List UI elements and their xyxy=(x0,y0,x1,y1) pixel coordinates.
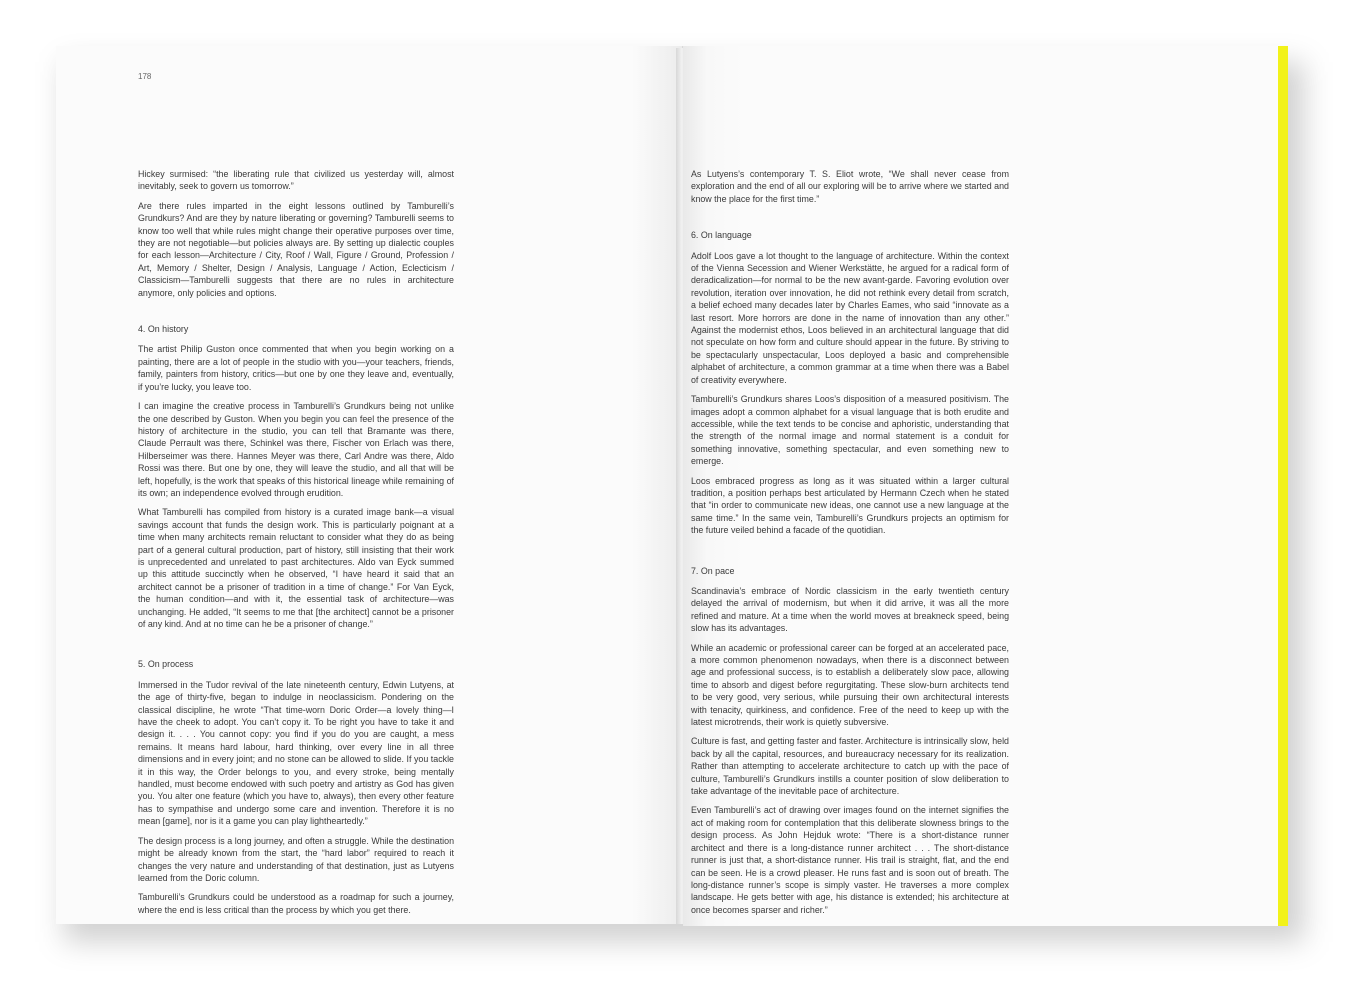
right-page-edge xyxy=(1278,46,1288,926)
left-page xyxy=(56,46,683,924)
paragraph: Loos embraced progress as long as it was situated within a larger cultural tradition, a position perhaps best articulated by Hermann Czech when he stated that “in order to communicate new ideas, one cannot use a new language at the same time.” In the same vein, Tamburelli’s Grundkurs projects an optimism for the future veiled behind a facade of the quotidian. xyxy=(691,475,1009,536)
paragraph: Even Tamburelli’s act of drawing over images found on the internet signifies the act of making room for contemplation that this deliberate slowness brings to the design process. As John Hejduk wrote: “There is a short-distance runner architect and there is a long-distance runner architect . . . The short-distance runner is just that, a short-distance runner. His trail is straight, flat, and the end can be seen. He is a crowd pleaser. He runs fast and is soon out of breath. The long-distance runner’s scope is simply vaster. He traverses a more complex landscape. He gets better with age, his distance is extended; his architecture at once becomes sparser and richer.” xyxy=(691,805,1009,915)
page-number: 178 xyxy=(138,72,152,81)
section-heading-language: 6. On language xyxy=(691,230,752,241)
paragraph: The design process is a long journey, and often a struggle. While the destination might be already known from the start, the “hard labor” required to reach it changes the very nature and understanding of that destination, just as Lutyens learned from the Doric column. xyxy=(138,835,454,883)
paragraph: As Lutyens’s contemporary T. S. Eliot wrote, “We shall never cease from exploration and the end of all our exploring will be to arrive where we started and know the place for the first time.” xyxy=(691,169,1009,204)
paragraph: Hickey surmised: “the liberating rule that civilized us yesterday will, almost inevitably, seek to govern us tomorrow.” xyxy=(138,169,454,192)
section-heading-process: 5. On process xyxy=(138,659,194,670)
paragraph: Are there rules imparted in the eight lessons outlined by Tamburelli’s Grundkurs? And are they by nature liberating or governing? Tamburelli seems to know too well that while rules might change their operative purposes over time, they are not negotiable—but policies always are. By setting up dialectic couples for each lesson—Architecture / City, Roof / Wall, Figure / Ground, Profession / Art, Memory / Shelter, Design / Analysis, Language / Action, Eclecticism / Classicism—Tamburelli suggests that there are no rules in architecture anymore, only policies and options. xyxy=(138,200,454,298)
paragraph: Tamburelli’s Grundkurs could be understood as a roadmap for such a journey, where the end is less critical than the process by which you get there. xyxy=(138,892,454,915)
paragraph: The artist Philip Guston once commented that when you begin working on a painting, there are a lot of people in the studio with you—your teachers, friends, family, painters from history, critics—but one by one they leave and, eventually, if you’re lucky, you leave too. xyxy=(138,344,454,392)
paragraph: While an academic or professional career can be forged at an accelerated pace, a more common phenomenon nowadays, when there is a disconnect between age and professional success, is to establish a deliberately slow pace, allowing time to absorb and digest before regurgitating. These slow-burn architects tend to be very good, very serious, while pursuing their own architectural interests with tenacity, quirkiness, and confidence. Free of the need to keep up with the latest microtrends, their work is quietly subversive. xyxy=(691,642,1009,728)
paragraph: Adolf Loos gave a lot thought to the language of architecture. Within the context of the Vienna Secession and Wiener Werkstätte, he argued for a radical form of deradicalization—for normal to be the new avant-garde. Favoring evolution over revolution, iteration over innovation, he did not rethink every detail from scratch, a belief echoed many decades later by Charles Eames, who said “innovate as a last resort. More horrors are done in the name of innovation than any other.” Against the modernist ethos, Loos believed in an architectural language that did not speculate on how form and culture should appear in the future. By striving to be spectacularly unspectacular, Loos deployed a basic and comprehensible alphabet of architecture, a common grammar at a time when there was a Babel of creativity everywhere. xyxy=(691,250,1009,385)
paragraph: Tamburelli’s Grundkurs shares Loos’s disposition of a measured positivism. The images adopt a common alphabet for a visual language that is both erudite and accessible, while the text tends to be concise and aphoristic, understanding that the strength of the normal image and normal statement is a conduit for something innovative, something spectacular, and even something new to emerge. xyxy=(691,394,1009,467)
paragraph: Immersed in the Tudor revival of the late nineteenth century, Edwin Lutyens, at the age of thirty-five, began to indulge in neoclassicism. Pondering on the classical discipline, he wrote “That time-worn Doric Order—a lovely thing—I have the cheek to adopt. You can’t copy it. To be right you have to take it and design it. . . . You cannot copy: you find if you do you are caught, a mess remains. It means hard labour, hard thinking, over every line in all three dimensions and in every joint; and no stone can be allowed to slide. If you tackle it in this way, the Order belongs to you, and every stroke, being mentally handled, must become endowed with such poetry and artistry as God has given you. You alter one feature (which you have to, always), then every other feature has to sympathise and undergo some care and invention. Therefore it is no mean [game], nor is it a game you can play lightheartedly.” xyxy=(138,679,454,827)
paragraph: I can imagine the creative process in Tamburelli’s Grundkurs being not unlike the one described by Guston. When you begin you can feel the presence of the history of architecture in the studio, you can tell that Bramante was there, Claude Perrault was there, Schinkel was there, Fischer von Erlach was there, Hilberseimer was there. Hannes Meyer was there, Carl Andre was there, Aldo Rossi was there. But one by one, they will leave the studio, and all that will be left, hopefully, is the work that speaks of this historical lineage while remaining of its own; an independence evolved through erudition. xyxy=(138,401,454,498)
section-heading-history: 4. On history xyxy=(138,324,189,335)
section-heading-pace: 7. On pace xyxy=(691,565,735,576)
paragraph: Scandinavia’s embrace of Nordic classicism in the early twentieth century delayed the arrival of modernism, but when it did arrive, it was all the more refined and mature. At a time when the world moves at breakneck speed, being slow has its advantages. xyxy=(691,585,1009,634)
right-page xyxy=(683,46,1287,926)
right-text-column xyxy=(691,168,1009,923)
paragraph: What Tamburelli has compiled from history is a curated image bank—a visual savings account that funds the design work. This is particularly poignant at a time when many architects remain reluctant to consider what they do as being part of a general cultural production, part of history, still insisting that their work is unprecedented and unrelated to past architectures. Aldo van Eyck summed up this attitude succinctly when he observed, “I have heard it said that an architect cannot be a prisoner of tradition in a time of change.” For Van Eyck, the human condition—and with it, the essential task of architecture—was unchanging. He added, “It seems to me that [the architect] cannot be a prisoner of any kind. And at no time can he be a prisoner of change.” xyxy=(138,507,454,629)
paragraph: Culture is fast, and getting faster and faster. Architecture is intrinsically slow, held back by all the capital, resources, and bureaucracy necessary for its realization. Rather than attempting to accelerate architecture to catch up with the pace of culture, Tamburelli’s Grundkurs instills a counter position of slow deliberation to take advantage of the inevitable pace of architecture. xyxy=(691,736,1009,797)
left-text-column xyxy=(138,168,454,923)
